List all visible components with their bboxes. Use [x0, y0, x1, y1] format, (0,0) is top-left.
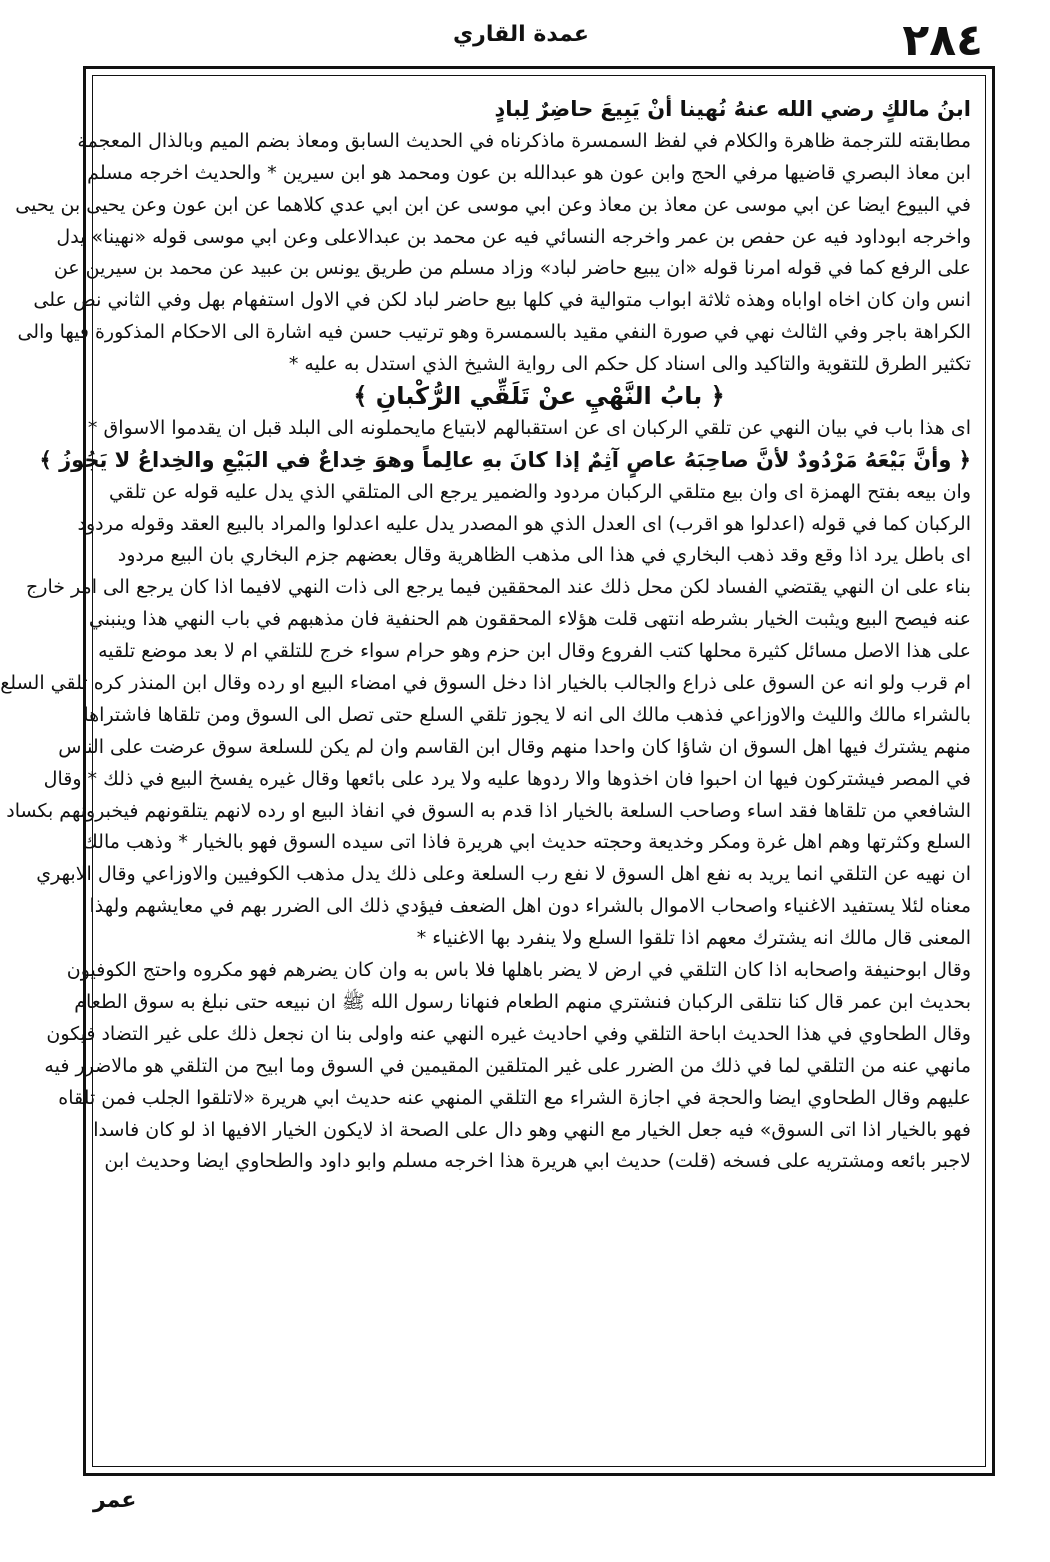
page-number: ٢٨٤ [902, 15, 983, 66]
text-line: اى باطل يرد اذا وقع وقد ذهب البخاري في هذا الى مذهب الظاهرية وقال بعضهم جزم البخاري بان البيع مردود [117, 544, 971, 567]
text-line: اى هذا باب في بيان النهي عن تلقي الركبان اى عن استقبالهم لابتياع مايحملونه الى البلد قبل ان يقدموا الاسواق * [87, 416, 971, 439]
text-line: انس وان كان اخاه اواباه وهذه ثلاثة ابواب متوالية في كلها بيع حاضر لباد لكن في الاول استفهام بهل وفي الثاني نص على [33, 289, 971, 312]
text-line: ابن معاذ البصري قاضيها مرفي الحج وابن عون هو عبدالله بن عون ومحمد هو ابن سيرين * والحديث اخرجه مسلم [87, 161, 971, 184]
text-line: الركبان كما في قوله (اعدلوا هو اقرب) اى العدل الذي هو المصدر يدل عليه اعدلوا والمراد بالبيع العقد وقوله مردود [77, 512, 971, 535]
text-line: الكراهة باجر وفي الثالث نهي في صورة النفي مقيد بالسمسرة وهو ترتيب حسن فيه اشارة الى الاحكام المذكورة فيها والى [17, 321, 971, 344]
page-frame [0, 66, 995, 1476]
page-frame-inner [0, 75, 986, 1467]
text-line: بالشراء مالك والليث والاوزاعي فذهب مالك الى انه لا يجوز تلقي السلع حتى تصل الى السوق ومن تلقاها فاشتراها [83, 703, 971, 726]
text-line: في المصر فيشتركون فيها ان احبوا فان اخذوها والا ردوها عليه ولا يرد على بائعها وقال غيره يفسخ البيع في ذلك * وقال [43, 767, 971, 790]
text-line: ان نهيه عن التلقي انما يريد به نفع اهل السوق لا نفع رب السلعة وعلى ذلك يدل مذهب الكوفيين والاوزاعي وقال الابهري [36, 863, 971, 886]
text-line: وقال ابوحنيفة واصحابه اذا كان التلقي في ارض لا يضر باهلها فلا باس به وان كان يضرهم فهو مكروه واحتج الكوفيون [66, 959, 971, 982]
text-line: واخرجه ابوداود فيه عن حفص بن عمر واخرجه النسائي فيه عن محمد بن عبدالاعلى وعن ابي موسى قوله «نهينا» يدل [56, 225, 971, 248]
text-line: منهم يشترك فيها اهل السوق ان شاؤا كان واحدا منهم وقال ابن القاسم وان لم يكن للسلعة سوق عرضت على الناس [58, 735, 971, 758]
text-line: على هذا الاصل مسائل كثيرة محلها كتب الفروع وقال ابن حزم وهو حرام سواء خرج للتلقي ام لا بعد موضع تلقيه [98, 640, 971, 663]
text-line: مانهي عنه من التلقي لما في ذلك من الضرر على غير المتلقين المقيمين في السوق وما ابيح من التلقي هو مالاضرر فيه [44, 1054, 971, 1077]
hadith-text: ﴿ وأنَّ بَيْعَهُ مَرْدُودٌ لأنَّ صاحِبَهُ عاصٍ آثِمٌ إذا كانَ بهِ عالِماً وهوَ خِداعٌ في البَيْعِ والخِداعُ لا يَجُوزُ ﴾ [39, 447, 971, 472]
running-title: عمدة القاري [453, 22, 589, 47]
text-line: المعنى قال مالك انه يشترك معهم اذا تلقوا السلع ولا ينفرد بها الاغنياء * [416, 927, 971, 950]
text-line: في البيوع ايضا عن ابي موسى عن معاذ بن معاذ وعن ابي موسى عن ابن ابي عدي كلاهما عن ابن عون وعن يحيى بن يحيى [15, 193, 971, 216]
text-line: السلع وكثرتها وهم اهل غرة ومكر وخديعة وحجته حديث ابي هريرة فاذا اتى سيده السوق فهو بالخيار * وذهب مالك [82, 831, 971, 854]
text-line: وان بيعه بفتح الهمزة اى وان بيع متلقي الركبان مردود والضمير يرجع الى المتلقي الذي يدل عليه قوله عن تلقي [108, 480, 971, 503]
text-line: معناه لئلا يستفيد الاغنياء واصحاب الاموال بالشراء دون اهل الضعف فيؤدي ذلك الى الضرر بهم في معايشهم ولهذا [89, 895, 971, 918]
chapter-heading: ﴿ بابُ النَّهْيِ عنْ تَلَقِّي الرُّكْبانِ ﴾ [353, 382, 725, 411]
page-body [0, 94, 971, 1456]
text-line: على الرفع كما في قوله امرنا قوله «ان يبيع حاضر لباد» وزاد مسلم من طريق يونس بن عبيد عن محمد بن سيرين عن [53, 257, 971, 280]
text-line: وقال الطحاوي في هذا الحديث اباحة التلقي وفي احاديث غيره النهي عنه واولى بنا ان نجعل ذلك على غير التضاد فيكون [46, 1022, 971, 1045]
hadith-text: ابنُ مالكٍ رضي الله عنهُ نُهينا أنْ يَبِيعَ حاضِرٌ لِبادٍ [494, 97, 971, 121]
text-line: بحديث ابن عمر قال كنا نتلقى الركبان فنشتري منهم الطعام فنهانا رسول الله ﷺ ان نبيعه حتى نبلغ به سوق الطعام [74, 990, 971, 1013]
catchword: عمر [93, 1488, 137, 1513]
text-line: ام قرب ولو انه عن السوق على ذراع والجالب بالخيار اذا دخل السوق في امضاء البيع او رده وقال ابن المنذر كره تلقي السلع [0, 672, 971, 695]
text-line: عليهم وقال الطحاوي ايضا والحجة في اجازة الشراء مع التلقي المنهي عنه حديث ابي هريرة «لاتلقوا الجلب فمن تلقاه [58, 1086, 971, 1109]
text-line: فهو بالخيار اذا اتى السوق» فيه جعل الخيار مع النهي وهو دال على الصحة اذ لايكون الخيار الافيها اذ لو كان فاسدا [93, 1118, 971, 1141]
text-line: مطابقته للترجمة ظاهرة والكلام في لفظ السمسرة ماذكرناه في الحديث السابق ومعاذ بضم الميم وبالذال المعجمة [77, 129, 971, 152]
text-line: الشافعي من تلقاها فقد اساء وصاحب السلعة بالخيار اذا قدم به السوق في انفاذ البيع او رده لانهم يتلقونهم فيخبرونهم بكساد [6, 799, 971, 822]
text-line: لاجبر بائعه ومشتريه على فسخه (قلت) حديث ابي هريرة هذا اخرجه مسلم وابو داود والطحاوي ايضا وحديث ابن [104, 1150, 971, 1173]
text-line: عنه فيصح البيع ويثبت الخيار بشرطه انتهى قلت هؤلاء المحققون هم الحنفية فان مذهبهم في باب النهي هذا وينبني [88, 608, 971, 631]
text-line: بناء على ان النهي يقتضي الفساد لكن محل ذلك عند المحققين فيما يرجع الى ذات النهي لافيما اذا كان يرجع الى امر خارج [26, 576, 971, 599]
text-line: تكثير الطرق للتقوية والتاكيد والى اسناد كل حكم الى رواية الشيخ الذي استدل به عليه * [288, 353, 971, 376]
page-header [83, 14, 983, 74]
